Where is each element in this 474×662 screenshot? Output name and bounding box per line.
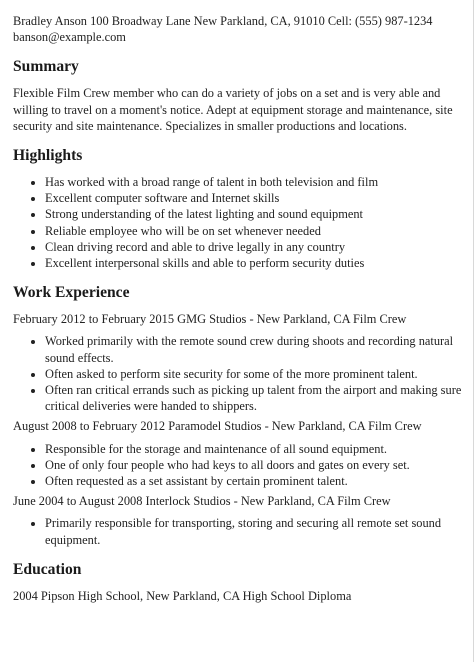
- job-entry: [13, 311, 463, 414]
- work-experience-heading: Work Experience: [13, 284, 130, 302]
- summary-heading: Summary: [13, 58, 79, 76]
- job-duties-list: [13, 515, 463, 547]
- summary-section: [13, 58, 463, 134]
- job-entry: [13, 418, 463, 489]
- highlight-item: • Has worked with a broad range of talent in both television and film: [45, 174, 463, 190]
- job-duty: • Often ran critical errands such as picking up talent from the airport and making sure critical deliveries were handed to shippers.: [45, 382, 463, 414]
- job-title: February 2012 to February 2015 GMG Studios - New Parkland, CA Film Crew: [13, 312, 407, 327]
- education-section: [13, 561, 463, 604]
- contact-block: [13, 13, 463, 45]
- job-duty: • Worked primarily with the remote sound crew during shoots and recording natural sound effects.: [45, 333, 463, 365]
- contact-line: Bradley Anson 100 Broadway Lane New Parkland, CA, 91010 Cell: (555) 987-1234: [13, 14, 433, 28]
- job-duties-list: [13, 441, 463, 490]
- email-line: banson@example.com: [13, 30, 126, 45]
- job-title: August 2008 to February 2012 Paramodel Studios - New Parkland, CA Film Crew: [13, 419, 422, 434]
- highlights-list: [13, 174, 463, 271]
- highlight-item: • Strong understanding of the latest lighting and sound equipment: [45, 206, 463, 222]
- job-duty: • Responsible for the storage and maintenance of all sound equipment.: [45, 441, 463, 457]
- job-duty: • Often asked to perform site security for some of the more prominent talent.: [45, 366, 463, 382]
- work-experience-section: [13, 284, 463, 548]
- education-heading: Education: [13, 560, 82, 578]
- job-duty: • One of only four people who had keys to all doors and gates on every set.: [45, 457, 463, 473]
- summary-text: Flexible Film Crew member who can do a variety of jobs on a set and is very able and willing to travel on a moment's notice. Adept at equipment storage and maintenance, site security and site maintenance. Specializes in smaller productions and locations.: [13, 86, 453, 133]
- job-title: June 2004 to August 2008 Interlock Studios - New Parkland, CA Film Crew: [13, 494, 391, 509]
- highlights-heading: Highlights: [13, 147, 83, 165]
- highlight-item: • Clean driving record and able to drive legally in any country: [45, 239, 463, 255]
- job-duties-list: [13, 333, 463, 414]
- highlight-item: • Excellent interpersonal skills and able to perform security duties: [45, 255, 463, 271]
- highlights-section: [13, 147, 463, 271]
- job-entry: [13, 493, 463, 548]
- highlight-item: • Reliable employee who will be on set whenever needed: [45, 223, 463, 239]
- job-duty: • Often requested as a set assistant by certain prominent talent.: [45, 473, 463, 489]
- job-duty: • Primarily responsible for transporting, storing and securing all remote set sound equipment.: [45, 515, 463, 547]
- education-entry: 2004 Pipson High School, New Parkland, CA High School Diploma: [13, 588, 352, 603]
- highlight-item: • Excellent computer software and Internet skills: [45, 190, 463, 206]
